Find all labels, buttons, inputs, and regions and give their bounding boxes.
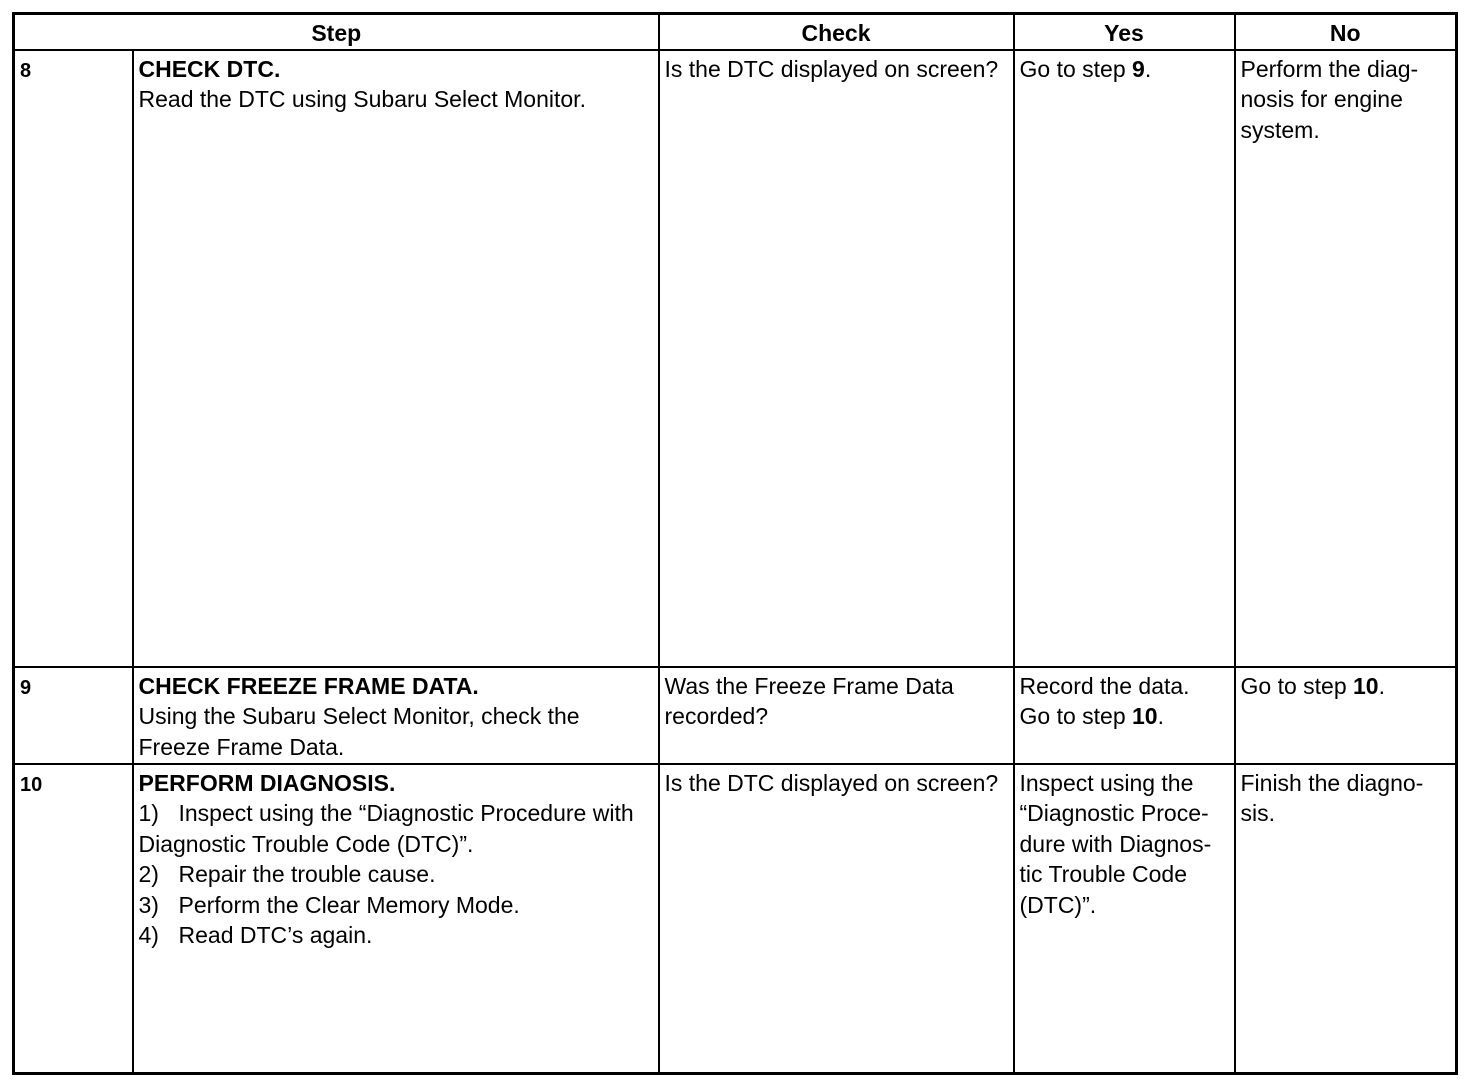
step-cell: [133, 50, 659, 667]
substep-item: [139, 859, 653, 890]
table-row-step-10: [14, 764, 1457, 1074]
step-description: Using the Subaru Select Monitor, check the Freeze Frame Data.: [138, 703, 580, 760]
step-cell: [133, 667, 659, 764]
no-text: Perform the diag-nosis for engine system.: [1240, 55, 1419, 143]
diagnostic-procedure-table: [12, 12, 1458, 1075]
substep-item: [139, 890, 653, 921]
substep-text: Perform the Clear Memory Mode.: [178, 891, 520, 918]
no-cell: [1235, 667, 1457, 764]
no-step-ref: 10: [1353, 672, 1379, 699]
no-cell: [1235, 764, 1457, 1074]
step-description: Read the DTC using Subaru Select Monitor.: [138, 86, 586, 112]
substep-text: Repair the trouble cause.: [178, 861, 436, 887]
substep-item: [139, 920, 653, 951]
header-check: Check: [659, 14, 1014, 50]
substep-number: 4): [138, 922, 159, 948]
header-row: [14, 14, 1457, 50]
substep-number: 1): [138, 800, 159, 826]
yes-suffix: .: [1157, 703, 1164, 729]
step-number: [14, 667, 133, 764]
yes-text: Go to step: [1019, 55, 1133, 82]
header-yes: Yes: [1014, 14, 1235, 50]
no-text: Go to step: [1240, 672, 1354, 699]
check-text: Is the DTC displayed on screen?: [664, 769, 999, 796]
header-step: Step: [14, 14, 659, 50]
substep-item: [139, 798, 653, 859]
check-text: Was the Freeze Frame Data recorded?: [664, 672, 954, 729]
step-number-text: 9: [20, 676, 32, 699]
substep-number: 2): [138, 861, 159, 887]
check-cell: [659, 667, 1014, 764]
table-row-step-8: [14, 50, 1457, 667]
yes-step-ref: 10: [1132, 703, 1158, 729]
substep-text: Read DTC’s again.: [178, 922, 373, 948]
yes-step-ref: 9: [1132, 55, 1145, 82]
check-cell: [659, 50, 1014, 667]
substep-text: Inspect using the “Diagnostic Procedure with Diagnostic Trouble Code (DTC)”.: [138, 800, 634, 857]
step-number-text: 8: [20, 59, 32, 82]
substep-list: [139, 798, 653, 951]
yes-suffix: .: [1144, 55, 1152, 82]
step-number-text: 10: [20, 773, 43, 796]
table-row-step-9: [14, 667, 1457, 764]
yes-cell: [1014, 764, 1235, 1074]
no-cell: [1235, 50, 1457, 667]
step-number: [14, 764, 133, 1074]
step-title: CHECK DTC.: [138, 55, 281, 82]
no-suffix: .: [1378, 672, 1385, 699]
step-cell: [133, 764, 659, 1074]
check-text: Is the DTC displayed on screen?: [664, 55, 999, 82]
step-title: CHECK FREEZE FRAME DATA.: [138, 672, 479, 699]
yes-text: Inspect using the “Diagnostic Proce-dure with Diagnos-tic Trouble Code (DTC)”.: [1019, 769, 1212, 918]
yes-line1: Record the data.: [1019, 672, 1190, 699]
yes-cell: [1014, 667, 1235, 764]
step-title: PERFORM DIAGNOSIS.: [138, 769, 396, 796]
no-text: Finish the diagno-sis.: [1240, 769, 1424, 826]
substep-number: 3): [138, 891, 159, 918]
yes-text: Go to step: [1019, 703, 1133, 729]
header-no: No: [1235, 14, 1457, 50]
step-number: [14, 50, 133, 667]
yes-cell: [1014, 50, 1235, 667]
check-cell: [659, 764, 1014, 1074]
